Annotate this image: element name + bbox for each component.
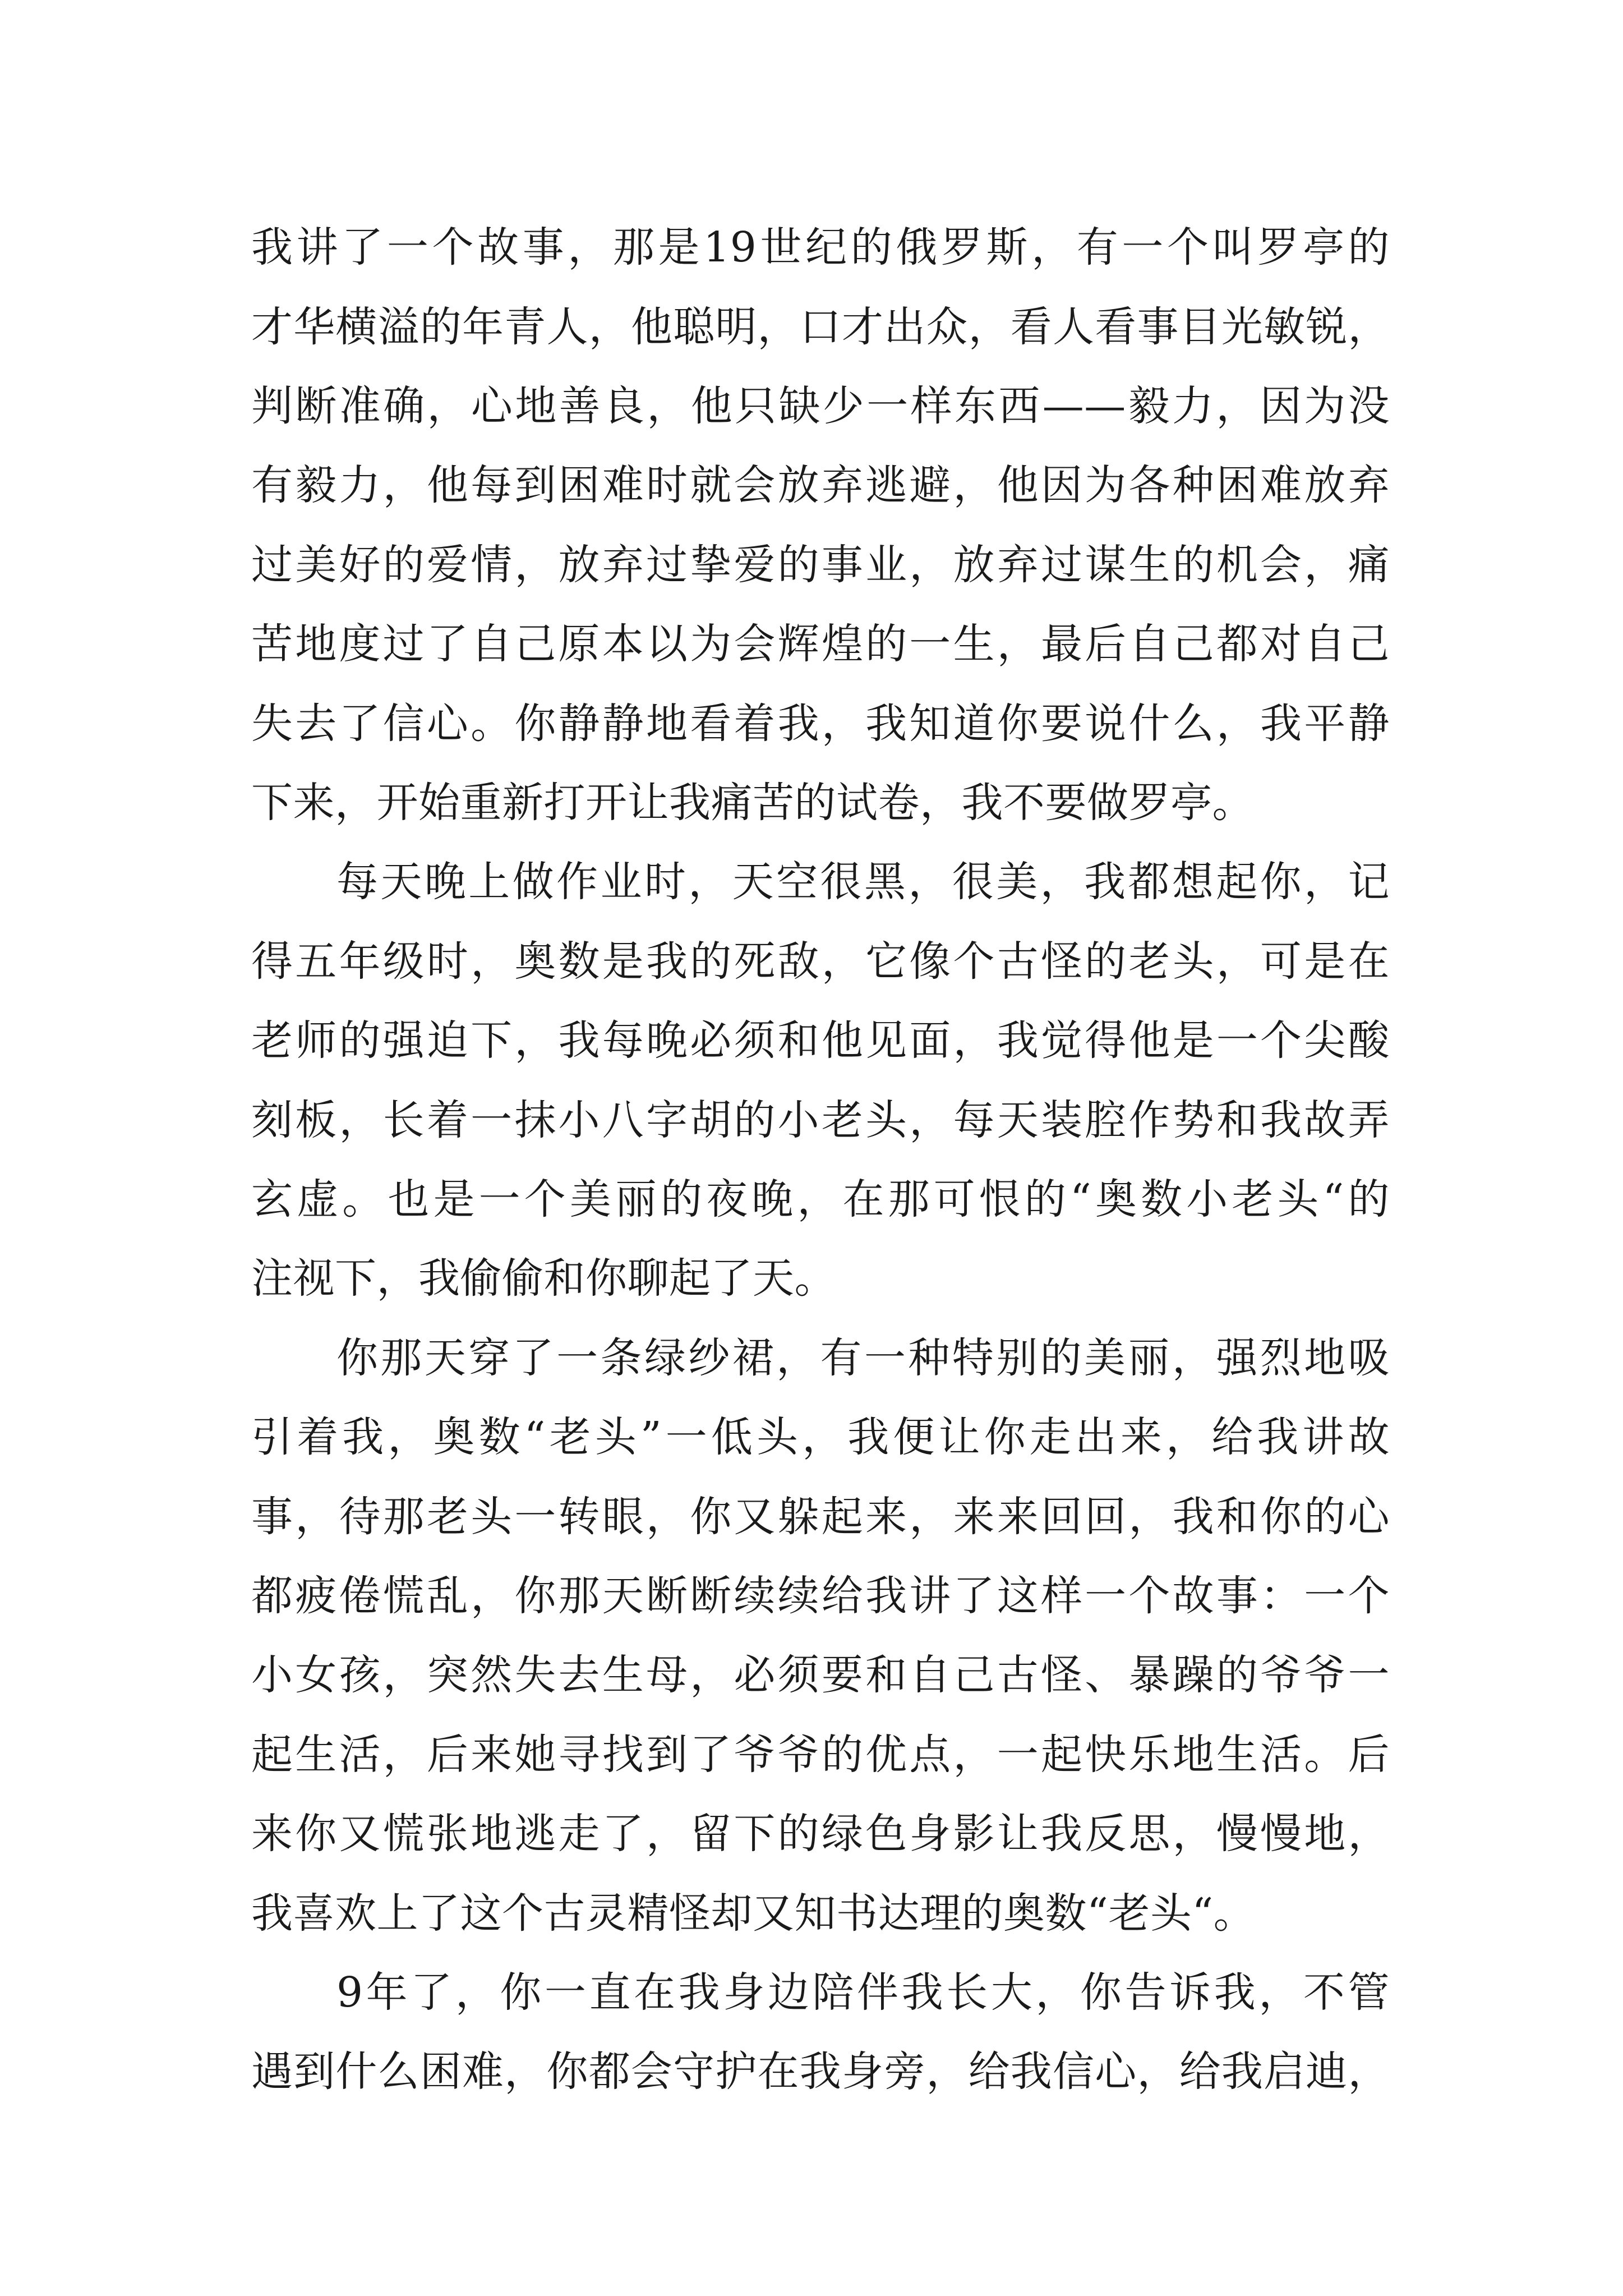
text-line: 你那天穿了一条绿纱裙，有一种特别的美丽，强烈地吸 bbox=[336, 1334, 1390, 1382]
text-line: 才华横溢的年青人，他聪明，口才出众，看人看事目光敏锐， bbox=[251, 303, 1390, 351]
text-line: 过美好的爱情，放弃过挚爱的事业，放弃过谋生的机会，痛 bbox=[251, 541, 1390, 589]
text-line: 苦地度过了自己原本以为会辉煌的一生，最后自己都对自己 bbox=[251, 620, 1390, 668]
text-line: 老师的强迫下，我每晚必须和他见面，我觉得他是一个尖酸 bbox=[251, 1016, 1390, 1065]
text-line: 判断准确，心地善良，他只缺少一样东西——毅力，因为没 bbox=[251, 382, 1390, 430]
text-line: 9年了，你一直在我身边陪伴我长大，你告诉我，不管 bbox=[336, 1968, 1390, 2017]
text-line: 下来，开始重新打开让我痛苦的试卷，我不要做罗亭。 bbox=[251, 779, 1254, 827]
text-line: 都疲倦慌乱，你那天断断续续给我讲了这样一个故事：一个 bbox=[251, 1572, 1390, 1620]
text-line: 注视下，我偷偷和你聊起了天。 bbox=[251, 1254, 836, 1303]
text-line: 事，待那老头一转眼，你又躲起来，来来回回，我和你的心 bbox=[251, 1493, 1390, 1541]
text-line: 玄虚。也是一个美丽的夜晚，在那可恨的“奥数小老头“的 bbox=[251, 1175, 1390, 1223]
text-line: 得五年级时，奥数是我的死敌，它像个古怪的老头，可是在 bbox=[251, 937, 1390, 986]
text-line: 有毅力，他每到困难时就会放弃逃避，他因为各种困难放弃 bbox=[251, 461, 1390, 509]
text-line: 失去了信心。你静静地看着我，我知道你要说什么，我平静 bbox=[251, 700, 1390, 748]
text-line: 来你又慌张地逃走了，留下的绿色身影让我反思，慢慢地， bbox=[251, 1810, 1390, 1858]
text-line: 小女孩，突然失去生母，必须要和自己古怪、暴躁的爷爷一 bbox=[251, 1651, 1390, 1699]
text-line: 每天晚上做作业时，天空很黑，很美，我都想起你，记 bbox=[336, 858, 1390, 906]
text-line: 我喜欢上了这个古灵精怪却又知书达理的奥数“老头“。 bbox=[251, 1889, 1256, 1938]
text-line: 刻板，长着一抹小八字胡的小老头，每天装腔作势和我故弄 bbox=[251, 1096, 1390, 1144]
text-line: 遇到什么困难，你都会守护在我身旁，给我信心，给我启迪， bbox=[251, 2047, 1390, 2096]
text-line: 起生活，后来她寻找到了爷爷的优点，一起快乐地生活。后 bbox=[251, 1731, 1390, 1779]
text-line: 引着我，奥数“老头”一低头，我便让你走出来，给我讲故 bbox=[251, 1413, 1390, 1461]
text-line: 我讲了一个故事，那是19世纪的俄罗斯，有一个叫罗亭的 bbox=[251, 223, 1390, 272]
